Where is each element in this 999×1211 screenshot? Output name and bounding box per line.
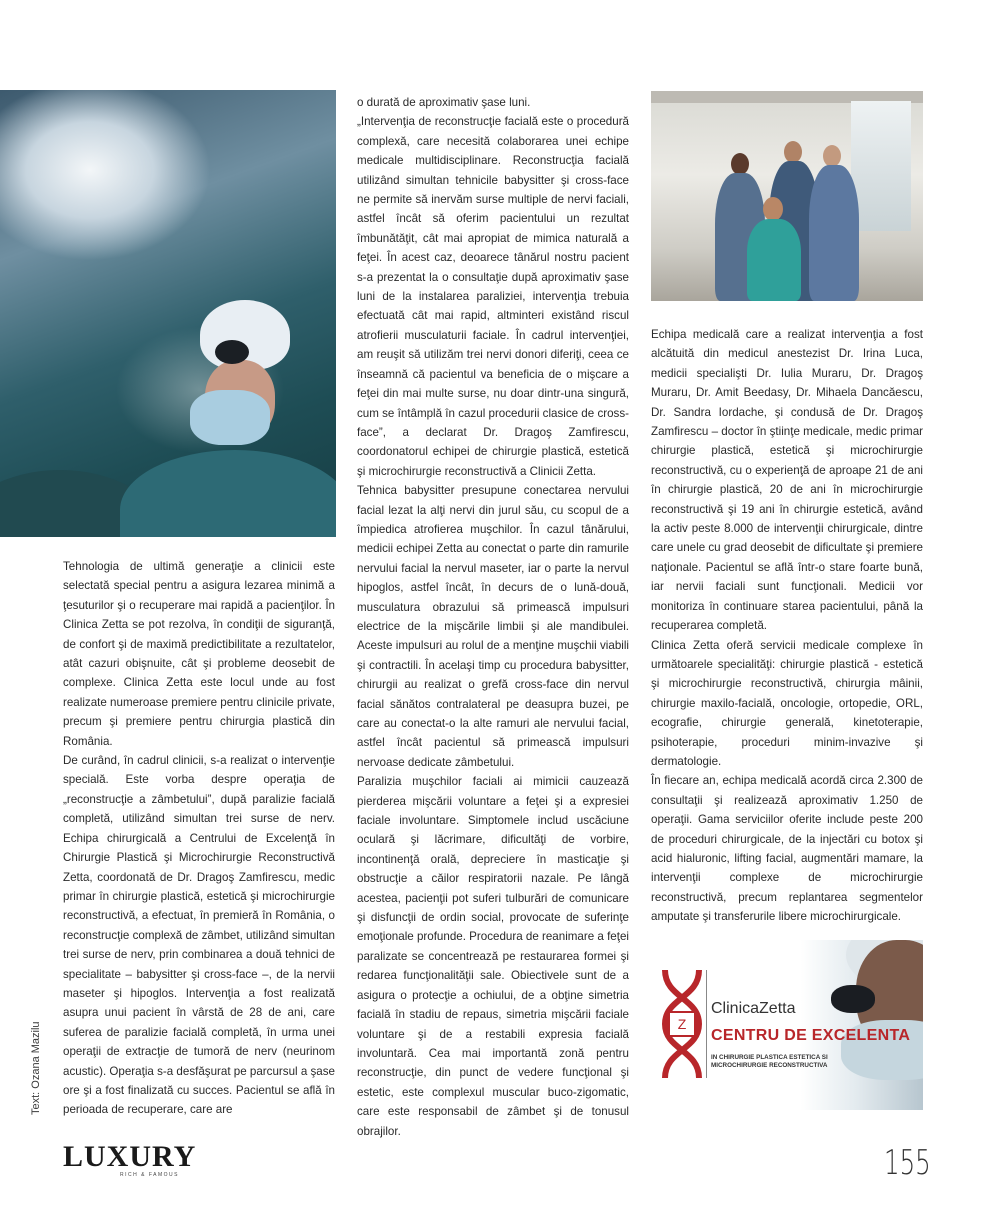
clinic-advertisement bbox=[651, 940, 923, 1110]
emblem-letter: Z bbox=[677, 1016, 687, 1032]
article-column-3 bbox=[651, 325, 923, 927]
paragraph: Paralizia muşchilor faciali ai mimicii cauzează pierderea mişcării voluntare a feţei şi a expresiei faciale involuntare. Simptomele includ uscăciune oculară şi lăcrimare, dificultăţi de vorbire, incontinenţă orală, depreciere în masticaţie şi obstrucţie a căilor respiratorii nazale. Pe lângă acestea, pacienţii pot suferi tulburări de comunicare şi disfuncţii de ordin social, provocate de suferinţe emoţionale profunde. Procedura de reanimare a feţei paralizate se concentrează pe restaurarea formei şi redarea funcţionalităţii sale. Obiectivele sunt de a asigura o protecţie a ochiului, de a obţine simetria facială în stadiu de repaus, simetria mişcării faciale voluntare şi de a restabili expresia facială involuntară. Cea mai importantă zonă pentru reconstrucţie, din punct de vedere funcţional şi estetic, este complexul muscular buco-zigomatic, care este responsabil de zâmbet şi de tonusul obrajilor. bbox=[357, 775, 629, 1138]
ad-subline: IN CHIRURGIE PLASTICA ESTETICA SI MICROCHIRURGIE RECONSTRUCTIVA bbox=[711, 1054, 828, 1069]
ad-headline: CENTRU DE EXCELENTA bbox=[711, 1027, 911, 1044]
paragraph: Tehnologia de ultimă generaţie a clinicii este selectată special pentru a asigura lezarea minimă a ţesuturilor şi o recuperare mai rapidă a pacienţilor. În Clinica Zetta se pot rezolva, în condiţii de siguranţă, de confort şi de maximă predictibilitate a rezultatelor, atât cazuri obişnuite, cât şi probleme deosebit de complexe. Clinica Zetta este locul unde au fost realizate numeroase premiere pentru clinicile private, precum şi premiere pentru chirurgia plastică din România. bbox=[63, 560, 335, 748]
paragraph: În fiecare an, echipa medicală acordă circa 2.300 de consultaţii şi realizează aproximativ 1.250 de operaţii. Gama serviciilor oferite include peste 200 de proceduri chirurgicale, de la injectări cu botox şi acid hialuronic, lifting facial, augmentări mamare, la intervenţii complexe de microchirurgie reconstructivă, precum replantarea segmentelor amputate şi transferurile libere microchirurgicale. bbox=[651, 774, 923, 924]
magazine-logo: LUXURY bbox=[63, 1140, 197, 1173]
paragraph: o durată de aproximativ şase luni. bbox=[357, 96, 531, 109]
paragraph: „Intervenţia de reconstrucţie facială este o procedură complexă, care necesită colaborarea unei echipe medicale multidisciplinare. Reconstrucţia facială utilizând simultan tehnicile babysitter şi cross-face ne permite să inervăm surse multiple de nervi faciali, astfel încât să oferim pacientului un rezultat îmbunătăţit, cât mai apropiat de mimica naturală a feţei. În acest caz, deoarece tânărul nostru pacient s-a prezentat la o consultaţie după aproximativ şase luni de la instalarea paraliziei, intervenţia trebuia efectuată cât mai rapid, altminteri existând riscul atrofierii musculaturii faciale. În cadrul intervenţiei, am reuşit să utilizăm trei nervi donori diferiţi, ceea ce înseamnă că pacientul va beneficia de o mişcare a feţei din mai multe surse, nu doar dintr-una singură, cum se întâmplă în cazul procedurii clasice de cross-face”, a declarat Dr. Dragoş Zamfirescu, coordonatorul echipei de chirurgie plastică, estetică şi microchirurgie reconstructivă a Clinicii Zetta. bbox=[357, 115, 629, 478]
article-column-2 bbox=[357, 93, 629, 1141]
paragraph: Tehnica babysitter presupune conectarea nervului facial lezat la alţi nervi din jurul său, cu scopul de a împiedica atrofierea muşchilor. În cazul tânărului, medicii echipei Zetta au conectat o parte din ramurile nervului facial la nervul maseter, iar o parte la nervul hipoglos, astfel încât, în decurs de o lună-două, musculatura obrazului să primească impulsuri electrice de la mişcările limbii şi ale mandibulei. Aceste impulsuri au rolul de a menţine muşchii viabili şi contractili. În acelaşi timp cu procedura babysitter, chirurgii au realizat o grefă cross-face din nervul facial sănătos contralateral pe deasupra buzei, pe care au conectat-o la alte ramuri ale nervului facial, astfel încât pacientul să primească impulsuri nervoase dedicate zâmbetului. bbox=[357, 484, 629, 769]
paragraph: De curând, în cadrul clinicii, s-a realizat o intervenţie specială. Este vorba despre operaţia de „reconstrucţie a zâmbetului”, după paralizie facială completă, utilizând simultan trei surse de nerv. Echipa chirurgicală a Centrului de Excelenţă în Chirurgie Plastică şi Microchirurgie Reconstructivă Zetta, coordonată de Dr. Dragoş Zamfirescu, medic primar în chirurgie plastică, estetică şi microchirurgie reconstructivă, a efectuat, în premieră în România, o reconstrucţie complexă de zâmbet, utilizând simultan trei surse de nerv, prin combinarea a două tehnici de specialitate – babysitter şi cross-face –, de la nervii maseter şi hipoglos. Intervenţia a fost realizată asupra unui pacient în vârstă de 28 de ani, care suferea de paralizie facială completă, în urma unei operaţii de extracţie de tumoră de nerv (neurinom acustic). Operaţia s-a desfăşurat pe parcursul a şase ore şi a fost finalizată cu succes. Pacientul se află în perioada de recuperare, care are bbox=[63, 754, 335, 1117]
paragraph: Clinica Zetta oferă servicii medicale complexe în următoarele specialităţi: chirurgie plastică - estetică şi microchirurgie reconstructivă, chirurgia mâinii, chirurgie maxilo-facială, oncologie, ortopedie, ORL, ecografie, chirurgie generală, kinetoterapie, psihoterapie, proceduri minim-invazive şi dermatologie. bbox=[651, 638, 923, 768]
dna-emblem-icon bbox=[657, 968, 707, 1080]
article-column-1 bbox=[63, 557, 335, 1120]
surgeon-photo bbox=[0, 90, 336, 537]
paragraph: Echipa medicală care a realizat intervenţia a fost alcătuită din medicul anestezist Dr. Irina Luca, medicii specialişti Dr. Iulia Muraru, Dr. Dragoş Muraru, Dr. Amit Beedasy, Dr. Mihaela Dancăescu, Dr. Sandra Iordache, şi condusă de Dr. Dragoş Zamfirescu – doctor în ştiinţe medicale, medic primar chirurgie plastică, estetică şi microchirurgie reconstructivă, cu o experienţă de aproape 21 de ani în chirurgie plastică, 20 de ani în microchirurgie reconstructivă şi 19 ani în chirurgie estetică, având la activ peste 8.000 de intervenţii chirurgicale, dintre care unele cu grad deosebit de dificultate şi premiere naţionale. Pacientul se află într-o stare foarte bună, iar nervii faciali sunt funcţionali. Medicii vor monitoriza în continuare starea pacientului, până la recuperarea completă. bbox=[651, 328, 923, 633]
clinic-brand-name: ClinicaZetta bbox=[711, 1000, 796, 1017]
medical-team-photo bbox=[651, 91, 923, 301]
magazine-tagline: RICH & FAMOUS bbox=[120, 1172, 179, 1178]
byline: Text: Ozana Mazilu bbox=[30, 1021, 42, 1115]
page-number: 155 bbox=[884, 1143, 931, 1183]
